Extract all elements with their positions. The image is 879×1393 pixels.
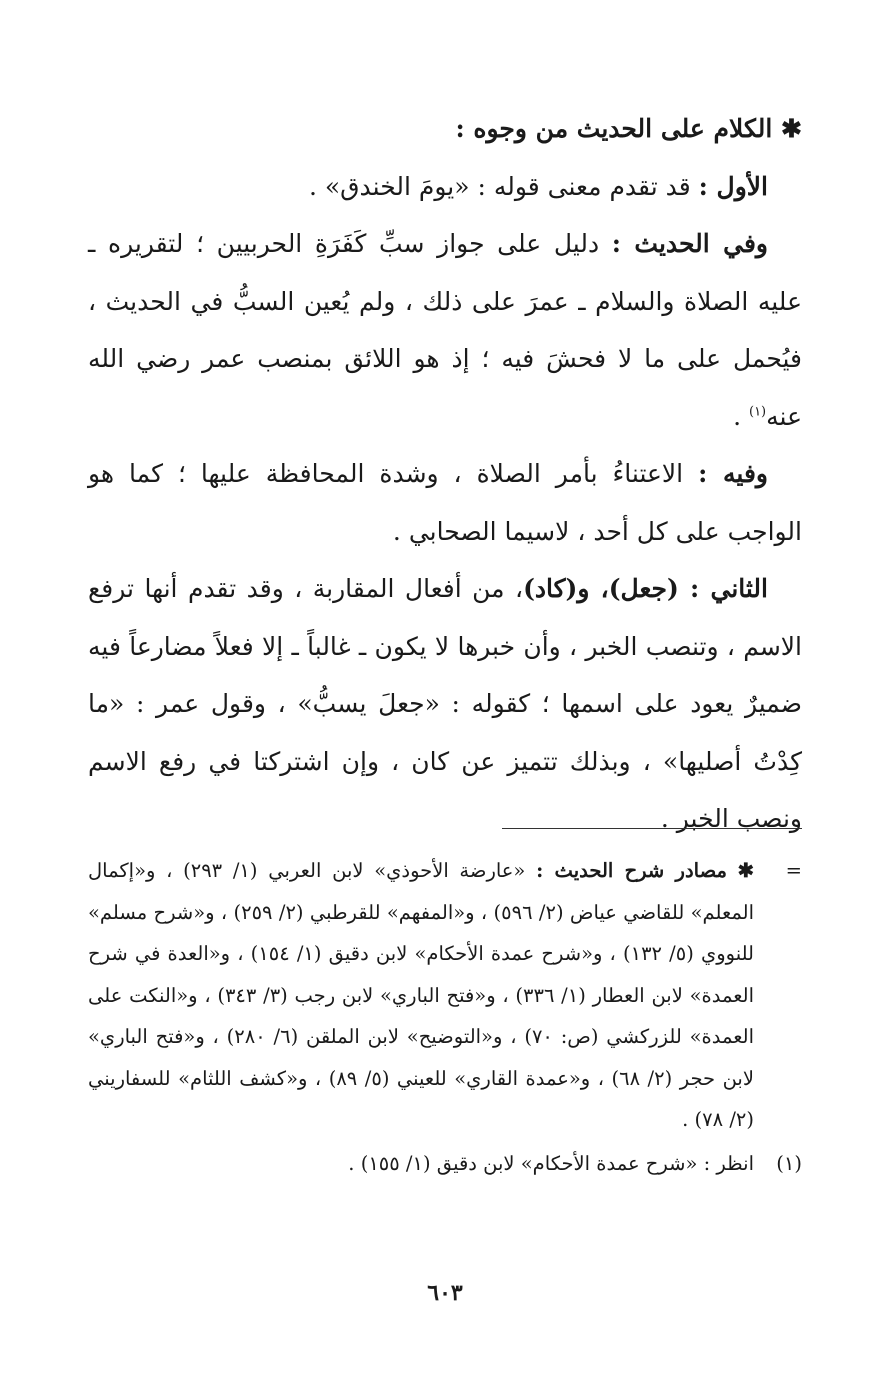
paragraph-text: دليل على جواز سبِّ كَفَرَةِ الحربيين ؛ لتقريره ـ عليه الصلاة والسلام ـ عمرَ على ذلك ، ولم يُعين السبُّ في الحديث ، فيُحمل على ما لا فحشَ فيه ؛ إذ هو اللائق بمنصب عمر رضي الله عنه: [88, 229, 803, 431]
sources-keyword: مصادر شرح الحديث :: [536, 859, 727, 882]
main-text: [88, 100, 802, 848]
paragraph-second-point: [88, 560, 802, 848]
continuation-marker: =: [785, 859, 802, 882]
sources-note: [88, 850, 802, 1141]
sources-note-body: [88, 850, 754, 1141]
footnote-1: [88, 1143, 802, 1185]
sources-text: «عارضة الأحوذي» لابن العربي (١/ ٢٩٣) ، و«إكمال المعلم» للقاضي عياض (٢/ ٥٩٦) ، و«المفهم» للقرطبي (٢/ ٢٥٩) ، و«شرح مسلم» للنووي (٥/ ١٣٢) ، و«شرح عمدة الأحكام» لابن دقيق (١/ ١٥٤) ، و«العدة في شرح العمدة» لابن العطار (١/ ٣٣٦) ، و«فتح الباري» لابن رجب (٣/ ٣٤٣) ، و«النكت على العمدة» للزركشي (ص: ٧٠) ، و«التوضيح» لابن الملقن (٦/ ٢٨٠) ، و«فتح الباري» لابن حجر (٢/ ٦٨) ، و«عمدة القاري» للعيني (٥/ ٨٩) ، و«كشف اللثام» للسفاريني (٢/ ٧٨) .: [88, 859, 754, 1131]
footnote-reference: (١): [748, 404, 767, 420]
star-icon: ✱: [781, 114, 802, 143]
footnote-text: انظر : «شرح عمدة الأحكام» لابن دقيق (١/ ١٥٥) .: [348, 1151, 754, 1175]
paragraph-text: ، من أفعال المقاربة ، وقد تقدم أنها ترفع الاسم ، وتنصب الخبر ، وأن خبرها لا يكون ـ غالباً ـ إلا فعلاً مضارعاً فيه ضميرٌ يعود على اسمها ؛ كقوله : «جعلَ يسبُّ» ، وقول عمر : «ما كِدْتُ أصليها» ، وبذلك تتميز عن كان ، وإن اشتركتا في رفع الاسم ونصب الخبر .: [88, 574, 802, 833]
footnotes: [88, 850, 802, 1184]
paragraph-end: .: [733, 401, 749, 431]
paragraph-text: قد تقدم معنى قوله : «يومَ الخندق» .: [308, 171, 699, 201]
section-heading: [88, 100, 802, 158]
footnote-marker: (١): [776, 1151, 802, 1175]
paragraph-text: الاعتناءُ بأمر الصلاة ، وشدة المحافظة عليها ؛ كما هو الواجب على كل أحد ، لاسيما الصحابي .: [88, 459, 802, 546]
book-page: [88, 100, 802, 1370]
paragraph-first-point: [88, 158, 802, 216]
paragraph-keyword: الثاني : (جعل)، و(كاد): [523, 574, 768, 603]
page-number: ٦٠٣: [427, 1280, 463, 1306]
paragraph-hadith-insult: [88, 215, 802, 445]
section-heading-text: الكلام على الحديث من وجوه :: [455, 114, 773, 143]
paragraph-keyword: الأول :: [698, 171, 768, 201]
footnote-divider: [502, 828, 802, 829]
paragraph-keyword: وفي الحديث :: [611, 229, 769, 258]
paragraph-prayer-care: [88, 445, 802, 560]
paragraph-keyword: وفيه :: [698, 459, 768, 488]
star-icon: ✱: [737, 859, 754, 882]
